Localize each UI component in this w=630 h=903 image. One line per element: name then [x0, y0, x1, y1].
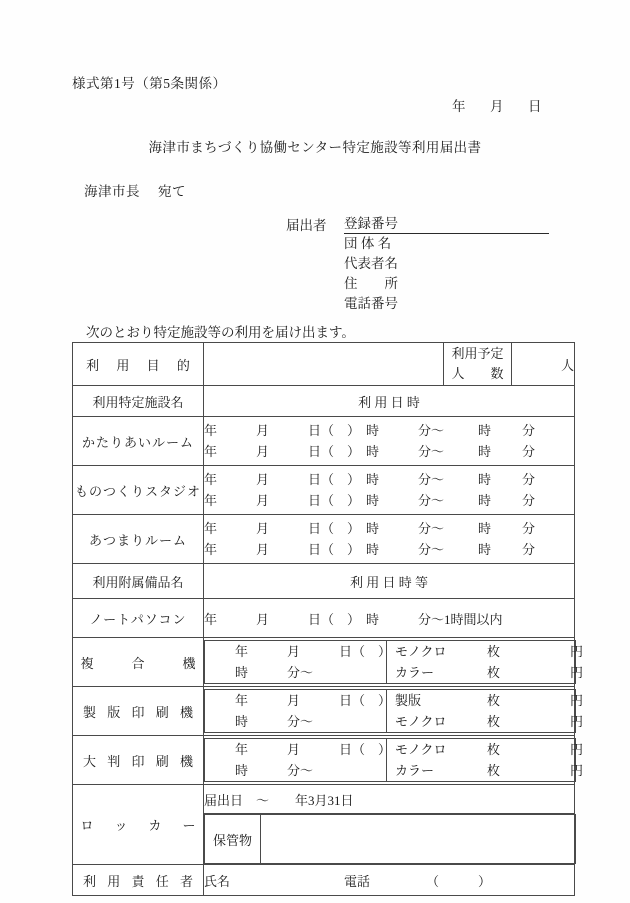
minute-end-label: 分: [522, 521, 536, 536]
day-label: 日（ ）: [308, 444, 361, 459]
addressee: [84, 180, 186, 200]
minute-end-label: 分: [522, 493, 536, 508]
date-year-label: 年: [452, 99, 466, 114]
table-row-facility-monotsukuri: [73, 466, 575, 515]
hour-end-label: 時: [478, 444, 492, 459]
date-month-label: 月: [490, 99, 504, 114]
day-label: 日（ ）: [308, 423, 361, 438]
minute-end-label: 分: [522, 472, 536, 487]
minute-end-label: 分: [522, 542, 536, 557]
day-label: 日（ ）: [308, 493, 361, 508]
year-label: 年: [204, 542, 218, 557]
year-label: 年: [204, 611, 218, 627]
facility-name-katariai: かたりあいルーム: [73, 417, 204, 466]
facility-header-value: 利 用 日 時: [204, 386, 575, 417]
day-label: 日（ ）: [339, 742, 392, 757]
locker-period[interactable]: 届出日 〜 年3月31日: [204, 785, 575, 814]
plate-printer-item-kind: モノクロ: [395, 714, 447, 729]
responsible-name-label: 氏名: [204, 873, 231, 889]
year-label: 年: [235, 644, 249, 659]
copier-item-kind: モノクロ: [395, 644, 447, 659]
minute-label: 分〜: [418, 521, 445, 536]
plate-printer-detail-grid: [204, 689, 583, 733]
large-printer-detail-grid: [204, 738, 583, 782]
table-row-laptop: [73, 599, 575, 638]
hour-label: 時: [366, 611, 380, 627]
responsible-phone-value: （ ）: [426, 873, 492, 889]
submitter-field-organization-name: 団 体 名: [344, 236, 392, 251]
copier-detail-grid: [204, 640, 583, 684]
plate-printer-datetime[interactable]: [205, 690, 392, 733]
copier-detail-cell: [204, 638, 583, 687]
month-label: 月: [287, 693, 301, 708]
hour-end-label: 時: [478, 493, 492, 508]
purpose-label: 利 用 目 的: [73, 343, 204, 386]
large-printer-item-sheets: 枚: [487, 742, 501, 757]
facility-datetime-atsumari[interactable]: [204, 515, 575, 564]
plate-printer-items[interactable]: [387, 690, 583, 733]
year-label: 年: [204, 444, 218, 459]
responsible-person-fields[interactable]: [204, 865, 575, 896]
year-label: 年: [204, 521, 218, 536]
addressee-name: 海津市長: [84, 184, 140, 199]
day-label: 日（ ）: [308, 521, 361, 536]
table-row-facility-atsumari: [73, 515, 575, 564]
large-printer-item-kind: カラー: [395, 763, 435, 778]
submitter-field-representative-name: 代表者名: [344, 256, 398, 271]
hour-label: 時: [366, 423, 380, 438]
large-printer-item-kind: モノクロ: [395, 742, 447, 757]
plate-printer-item-sheets: 枚: [487, 714, 501, 729]
minute-label: 分〜: [287, 714, 314, 729]
copier-item-yen: 円: [569, 644, 583, 659]
hour-end-label: 時: [478, 472, 492, 487]
large-printer-date-line: [205, 739, 392, 760]
locker-storage-value[interactable]: [261, 815, 576, 864]
equipment-name-large-printer: 大 判 印 刷 機: [73, 736, 204, 785]
usage-notification-table: [72, 342, 583, 896]
month-label: 月: [256, 472, 270, 487]
equipment-name-laptop: ノートパソコン: [73, 599, 204, 638]
copier-item-row: [387, 662, 583, 683]
equipment-name-plate-printer: 製 版 印 刷 機: [73, 687, 204, 736]
month-label: 月: [287, 742, 301, 757]
month-label: 月: [287, 644, 301, 659]
facility-datetime-katariai[interactable]: [204, 417, 575, 466]
hour-end-label: 時: [478, 423, 492, 438]
minute-label: 分〜: [418, 472, 445, 487]
minute-label: 分〜: [287, 665, 314, 680]
month-label: 月: [256, 493, 270, 508]
locker-storage-grid: [204, 814, 576, 864]
facility-datetime-monotsukuri[interactable]: [204, 466, 575, 515]
plate-printer-item-kind: 製版: [395, 693, 422, 708]
lead-in-sentence: 次のとおり特定施設等の利用を届け出ます。: [86, 325, 355, 340]
large-printer-datetime[interactable]: [205, 739, 392, 782]
minute-label: 分〜: [418, 542, 445, 557]
year-label: 年: [204, 472, 218, 487]
hour-label: 時: [366, 521, 380, 536]
plate-printer-date-line: [205, 690, 392, 711]
minute-label: 分〜: [418, 493, 445, 508]
month-label: 月: [256, 444, 270, 459]
large-printer-detail-cell: [204, 736, 583, 785]
headcount-label-line2: 人 数: [451, 366, 504, 381]
hour-label: 時: [235, 714, 249, 729]
plate-printer-item-sheets: 枚: [487, 693, 501, 708]
form-code: 様式第1号（第5条関係）: [72, 76, 227, 91]
table-row-facility-header: [73, 386, 575, 417]
hour-end-label: 時: [478, 521, 492, 536]
equipment-name-locker: ロ ッ カ ー: [73, 785, 204, 865]
month-label: 月: [256, 611, 270, 627]
year-label: 年: [204, 493, 218, 508]
plate-printer-item-row: [387, 690, 583, 711]
submitter-fields: [344, 214, 549, 314]
month-label: 月: [256, 423, 270, 438]
month-label: 月: [256, 521, 270, 536]
responsible-phone-label: 電話: [344, 873, 371, 889]
facility-name-atsumari: あつまりルーム: [73, 515, 204, 564]
large-printer-time-line: [205, 760, 386, 781]
table-row-plate-printer: [73, 687, 575, 736]
copier-datetime[interactable]: [205, 641, 392, 684]
responsible-person-label: 利 用 責 任 者: [73, 865, 204, 896]
purpose-value[interactable]: [204, 343, 444, 386]
large-printer-item-row: [387, 760, 583, 781]
plate-printer-detail-cell: [204, 687, 583, 736]
hour-label: 時: [366, 444, 380, 459]
facility-datetime-line: [204, 469, 574, 490]
table-row-copier: [73, 638, 575, 687]
large-printer-item-sheets: 枚: [487, 763, 501, 778]
facility-datetime-line: [204, 539, 574, 560]
plate-printer-item-yen: 円: [569, 714, 583, 729]
large-printer-item-row: [387, 739, 583, 760]
copier-item-row: [387, 641, 583, 662]
hour-label: 時: [366, 493, 380, 508]
table-row-locker: [73, 785, 575, 814]
submitter-label: 届出者: [286, 218, 327, 233]
minute-end-label: 分: [522, 423, 536, 438]
copier-item-kind: カラー: [395, 665, 435, 680]
copier-items[interactable]: [387, 641, 583, 684]
day-label: 日（ ）: [308, 472, 361, 487]
locker-storage-label: 保管物: [205, 815, 261, 864]
hour-label: 時: [235, 763, 249, 778]
table-row-facility-katariai: [73, 417, 575, 466]
hour-label: 時: [235, 665, 249, 680]
minute-end-label: 分: [522, 444, 536, 459]
facility-name-monotsukuri: ものつくりスタジオ: [73, 466, 204, 515]
year-label: 年: [235, 693, 249, 708]
large-printer-item-yen: 円: [569, 742, 583, 757]
headcount-unit: 人: [512, 343, 575, 386]
table-row-responsible-person: [73, 865, 575, 896]
minute-label: 分〜: [418, 444, 445, 459]
day-label: 日（ ）: [308, 542, 361, 557]
addressee-suffix: 宛て: [158, 184, 186, 199]
table-row-equipment-header: [73, 564, 575, 599]
submitter-field-phone-number: 電話番号: [344, 296, 398, 311]
table-row-purpose: [73, 343, 575, 386]
facility-datetime-line: [204, 420, 574, 441]
month-label: 月: [256, 542, 270, 557]
hour-label: 時: [366, 542, 380, 557]
headcount-label: [444, 343, 512, 386]
year-label: 年: [235, 742, 249, 757]
locker-storage-cell: [204, 814, 575, 865]
facility-header-label: 利用特定施設名: [73, 386, 204, 417]
minute-duration-label: 分〜1時間以内: [418, 611, 503, 627]
minute-label: 分〜: [418, 423, 445, 438]
copier-time-line: [205, 662, 386, 683]
facility-datetime-line: [204, 441, 574, 462]
facility-datetime-line: [204, 490, 574, 511]
plate-printer-item-yen: 円: [569, 693, 583, 708]
hour-end-label: 時: [478, 542, 492, 557]
plate-printer-time-line: [205, 711, 386, 732]
date-day-label: 日: [528, 99, 542, 114]
submitter-field-address: 住 所: [344, 276, 398, 291]
large-printer-items[interactable]: [387, 739, 583, 782]
facility-datetime-line: [204, 518, 574, 539]
equipment-header-value: 利 用 日 時 等: [204, 564, 575, 599]
plate-printer-item-row: [387, 711, 583, 732]
year-label: 年: [204, 423, 218, 438]
copier-item-sheets: 枚: [487, 665, 501, 680]
copier-item-yen: 円: [569, 665, 583, 680]
large-printer-item-yen: 円: [569, 763, 583, 778]
table-row-large-printer: [73, 736, 575, 785]
equipment-name-copier: 複 合 機: [73, 638, 204, 687]
copier-date-line: [205, 641, 392, 662]
hour-label: 時: [366, 472, 380, 487]
minute-label: 分〜: [287, 763, 314, 778]
day-label: 日（ ）: [339, 644, 392, 659]
headcount-label-line1: 利用予定: [451, 346, 504, 361]
day-label: 日（ ）: [339, 693, 392, 708]
laptop-datetime[interactable]: [204, 599, 575, 638]
document-title: 海津市まちづくり協働センター特定施設等利用届出書: [148, 140, 482, 155]
submitter-field-registration-number: 登録番号: [344, 214, 549, 234]
copier-item-sheets: 枚: [487, 644, 501, 659]
day-label: 日（ ）: [308, 611, 361, 627]
equipment-header-label: 利用附属備品名: [73, 564, 204, 599]
date-line: [452, 95, 542, 115]
